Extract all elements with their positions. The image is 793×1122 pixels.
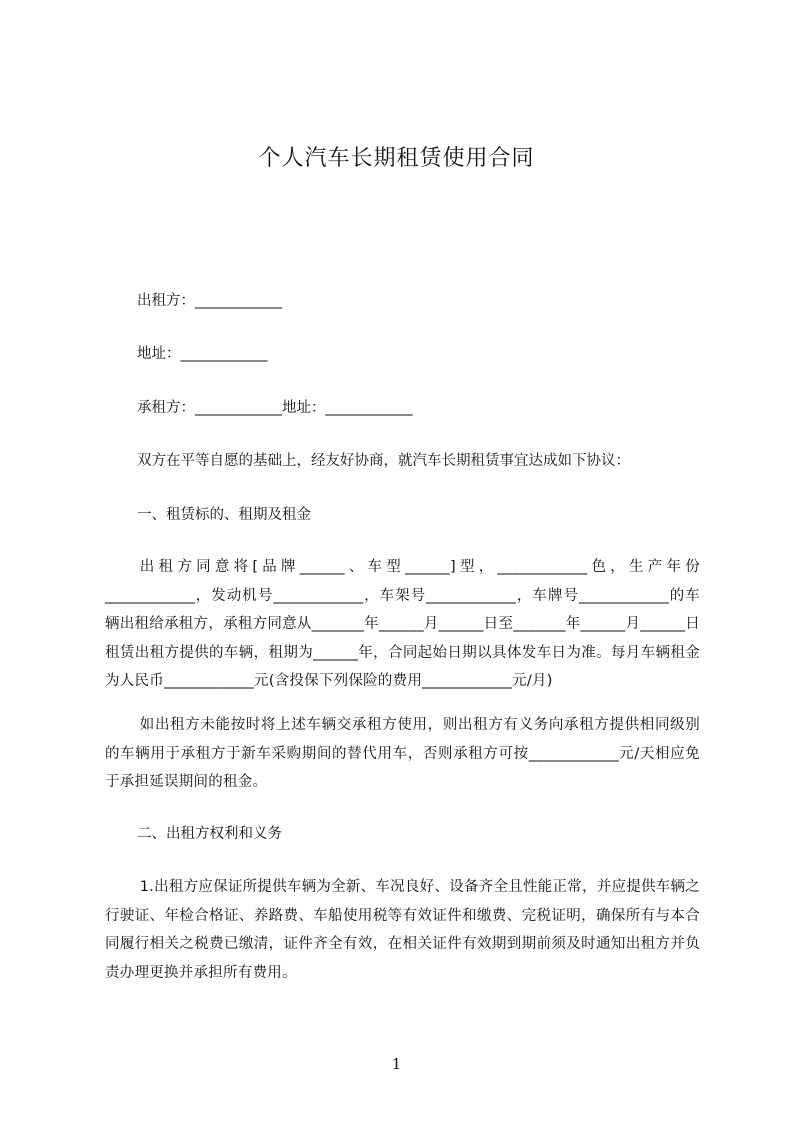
section2-item-1: 1.出租方应保证所提供车辆为全新、车况良好、设备齐全且性能正常，并应提供车辆之行驶证、年检合格证、养路费、车船使用税等有效证件和缴费、完税证明，确保所有与本合同履行相关之税费已缴清，证件齐全有效，在相关证件有效期到期前须及时通知出租方并负责办理更换并承担所有费用。 [105, 879, 700, 981]
section2-heading: 二、出租方权利和义务 [137, 826, 282, 842]
section1-paragraph-1: 出租方同意将[品牌______、车型______]型，____________色，生产年份____________，发动机号____________，车架号____________，车牌号____________的车辆出租给承租方，承租方同意从_______年______月______日至_______年______月______日租赁出租方提供的车辆，租期为______年，合同起始日期以具体发车日为准。每月车辆租金为人民币____________元(含投保下列保险的费用____________元/月) [105, 559, 700, 689]
intro-line: 双方在平等自愿的基础上，经友好协商，就汽车长期租赁事宜达成如下协议： [137, 453, 630, 469]
section1-paragraph-2: 如出租方未能按时将上述车辆交承租方使用，则出租方有义务向承租方提供相同级别的车辆用于承租方于新车采购期间的替代用车，否则承租方可按____________元/天相应免于承担延误期间的租金。 [105, 717, 700, 790]
lessor-address-line: 地址：____________ [137, 346, 268, 362]
contract-title: 个人汽车长期租赁使用合同 [258, 146, 535, 171]
lessee-line: 承租方：____________地址：____________ [137, 400, 413, 416]
lessor-line: 出租方：____________ [137, 293, 282, 309]
page-number: 1 [391, 1055, 402, 1073]
section1-heading: 一、租赁标的、租期及租金 [137, 507, 311, 523]
